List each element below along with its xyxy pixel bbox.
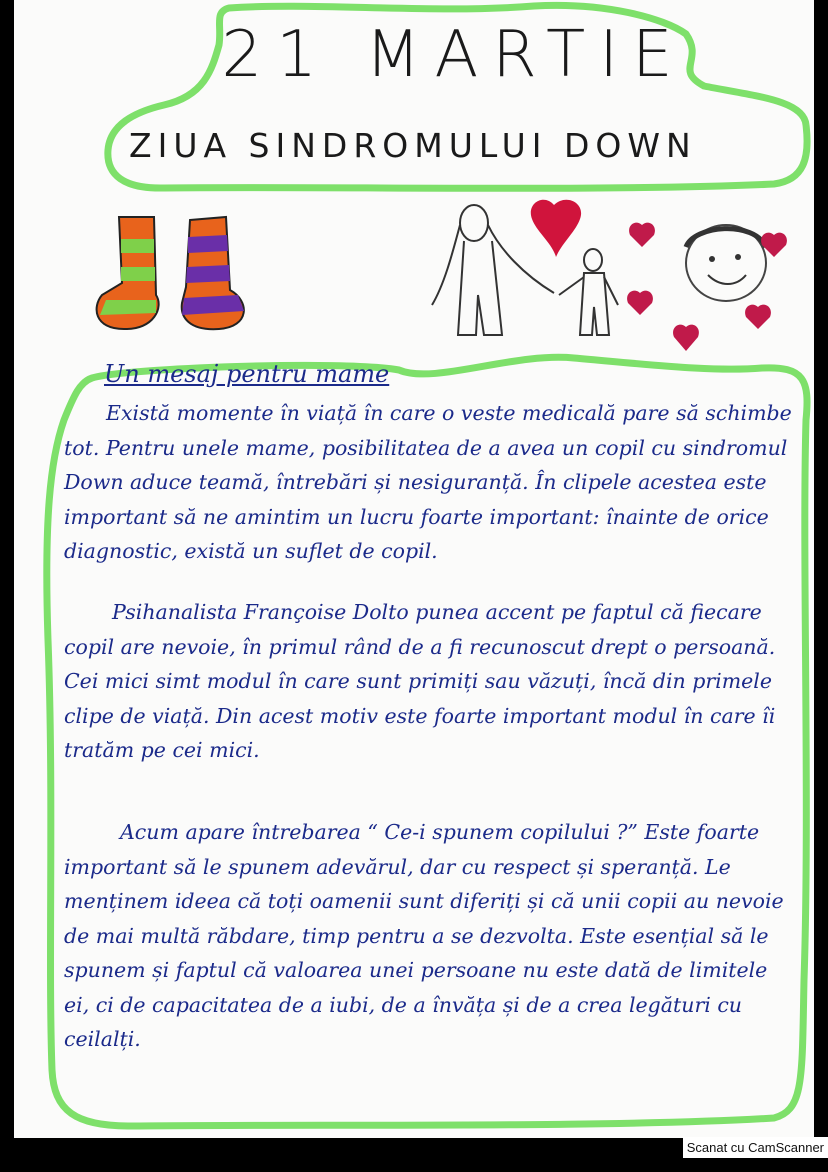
message-heading: Un mesaj pentru mame xyxy=(104,360,390,388)
page-subtitle: ZIUA SINDROMULUI DOWN xyxy=(129,126,697,165)
message-paragraph-2: Psihanalista Françoise Dolto punea accent pe faptul că fiecare copil are nevoie, în primul rând de a fi recunoscut drept o persoană. Cei mici simt modul în care sunt primiți sau văzuți, încă din primele clipe de viață. Din acest motiv este foarte important modul în care îi tratăm pe cei mici. xyxy=(64,600,776,762)
scanned-page xyxy=(14,0,814,1138)
page-title-date: 21 MARTIE xyxy=(221,18,687,92)
message-paragraph-1: Există momente în viață în care o veste medicală pare să schimbe tot. Pentru unele mame, posibilitatea de a avea un copil cu sindromul Down aduce teamă, întrebări și nesiguranță. În clipele acestea este important să ne amintim un lucru foarte important: înainte de orice diagnostic, există un suflet de copil. xyxy=(64,401,792,563)
message-paragraph-3: Acum apare întrebarea “ Ce-i spunem copilului ?” Este foarte important să le spunem adevărul, dar cu respect și speranță. Le menținem ideea că toți oamenii sunt diferiți și că unii copii au nevoie de mai multă răbdare, timp pentru a se dezvolta. Este esențial să le spunem și faptul că valoarea unei persoane nu este dată de limitele ei, ci de capacitatea de a iubi, de a învăța și de a crea legături cu ceilalți. xyxy=(64,820,784,1051)
scanner-watermark: Scanat cu CamScanner xyxy=(683,1137,828,1158)
